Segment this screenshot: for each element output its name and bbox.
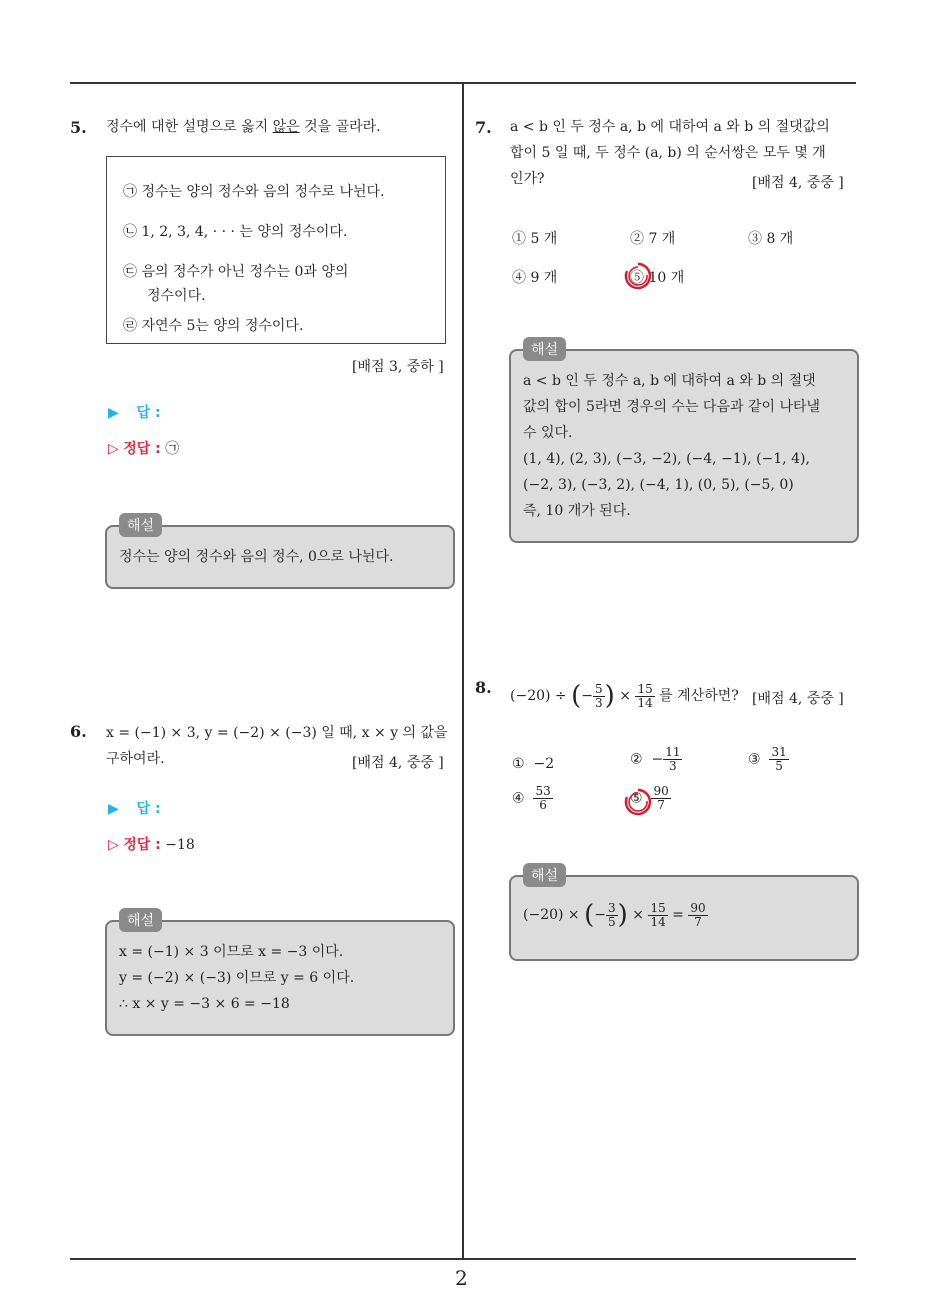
numerator: 15 bbox=[637, 681, 653, 696]
explanation-line: 즉, 10 개가 된다. bbox=[523, 503, 631, 519]
explanation-line: y = (−2) × (−3) 이므로 y = 6 이다. bbox=[119, 970, 355, 986]
expr-minus: − bbox=[581, 688, 593, 704]
question-6-answer-row bbox=[108, 798, 161, 818]
question-6-line-2: 구하여라. bbox=[106, 751, 165, 767]
explanation-line: 수 있다. bbox=[523, 425, 573, 441]
question-8-number: 8. bbox=[475, 678, 492, 697]
outline-play-icon: ▷ bbox=[108, 441, 119, 457]
key-value: ㉠ bbox=[165, 441, 180, 457]
choice-number: ⑤ bbox=[630, 790, 643, 807]
left-paren: ( bbox=[571, 681, 582, 711]
equals-sign: = bbox=[672, 907, 684, 923]
question-7-line-3: 인가? bbox=[510, 171, 545, 187]
explanation-tag: 해설 bbox=[119, 513, 162, 537]
expr-suffix: 를 계산하면? bbox=[659, 688, 739, 704]
expl-minus: − bbox=[594, 907, 606, 923]
question-5-text-start: 정수에 대한 설명으로 옳지 bbox=[106, 119, 273, 135]
choice-4[interactable]: ④ 9 개 bbox=[512, 270, 558, 286]
explanation-tag: 해설 bbox=[523, 863, 566, 887]
expl-prefix: (−20) × bbox=[523, 907, 580, 923]
column-divider bbox=[462, 83, 464, 1260]
denominator: 5 bbox=[608, 914, 616, 929]
numerator: 31 bbox=[771, 745, 787, 759]
choice-value: −2 bbox=[533, 756, 555, 772]
choice-4[interactable] bbox=[512, 785, 553, 812]
choice-3[interactable] bbox=[748, 746, 789, 773]
choice-number: ③ bbox=[748, 751, 761, 768]
explanation-tag: 해설 bbox=[119, 908, 162, 932]
statement-item: ㉡ 1, 2, 3, 4, · · · 는 양의 정수이다. bbox=[123, 224, 348, 240]
explanation-line: a < b 인 두 정수 a, b 에 대하여 a 와 b 의 절댓 bbox=[523, 373, 816, 389]
explanation-line: 값의 합이 5라면 경우의 수는 다음과 같이 나타낼 bbox=[523, 399, 821, 415]
statement-item: ㉢ 음의 정수가 아닌 정수는 0과 양의 bbox=[123, 264, 349, 280]
denominator: 3 bbox=[669, 759, 677, 773]
explanation-line: (1, 4), (2, 3), (−3, −2), (−4, −1), (−1, 4), bbox=[523, 451, 810, 467]
denominator: 14 bbox=[637, 695, 653, 710]
choice-5[interactable]: ⑤ 10 개 bbox=[630, 270, 685, 286]
bottom-rule bbox=[70, 1258, 856, 1260]
outline-play-icon: ▷ bbox=[108, 837, 119, 853]
key-label: 정답 : bbox=[123, 441, 161, 457]
choice-number: ① bbox=[512, 756, 525, 772]
question-5-answer-row bbox=[108, 402, 161, 422]
question-8-score: [배점 4, 중중 ] bbox=[752, 691, 844, 707]
denominator: 7 bbox=[657, 798, 665, 812]
question-5-key-row bbox=[108, 438, 179, 458]
choice-1[interactable] bbox=[512, 756, 554, 772]
explanation-line: x = (−1) × 3 이므로 x = −3 이다. bbox=[119, 944, 344, 960]
choice-3[interactable]: ③ 8 개 bbox=[748, 231, 794, 247]
explanation-tag: 해설 bbox=[523, 337, 566, 361]
statement-item-continued: 정수이다. bbox=[147, 288, 206, 304]
question-7-line-2: 합이 5 일 때, 두 정수 (a, b) 의 순서쌍은 모두 몇 개 bbox=[510, 145, 826, 161]
question-5-number: 5. bbox=[70, 118, 87, 137]
explanation-text bbox=[119, 939, 354, 1017]
fraction bbox=[769, 746, 788, 773]
question-7-score: [배점 4, 중중 ] bbox=[752, 175, 844, 191]
correct-answer-circle bbox=[622, 786, 654, 818]
expr-prefix: (−20) ÷ bbox=[510, 688, 567, 704]
denominator: 14 bbox=[650, 914, 666, 929]
question-7-explanation bbox=[509, 342, 859, 543]
explanation-text bbox=[523, 368, 820, 524]
denominator: 5 bbox=[775, 759, 783, 773]
denominator: 3 bbox=[595, 695, 603, 710]
question-5-text-underlined: 않은 bbox=[272, 119, 300, 135]
times-sign: × bbox=[619, 688, 631, 704]
question-8-expression bbox=[510, 676, 739, 716]
numerator: 11 bbox=[665, 745, 681, 759]
times-sign: × bbox=[632, 907, 644, 923]
numerator: 3 bbox=[608, 900, 616, 915]
explanation-line: (−2, 3), (−3, 2), (−4, 1), (0, 5), (−5, 0) bbox=[523, 477, 794, 493]
fraction bbox=[648, 902, 667, 929]
play-icon: ▶ bbox=[108, 405, 119, 421]
choice-1[interactable]: ① 5 개 bbox=[512, 231, 558, 247]
fraction bbox=[688, 902, 707, 929]
numerator: 53 bbox=[535, 784, 551, 798]
question-7-number: 7. bbox=[475, 118, 492, 137]
choice-sign: − bbox=[651, 751, 664, 768]
statement-item: ㉣ 자연수 5는 양의 정수이다. bbox=[123, 318, 304, 334]
question-5-statement-box bbox=[106, 156, 446, 344]
answer-label: 답 : bbox=[136, 405, 161, 421]
choice-number: ② bbox=[630, 751, 643, 768]
question-6-explanation bbox=[105, 913, 455, 1036]
question-5-explanation bbox=[105, 518, 455, 589]
numerator: 90 bbox=[690, 900, 706, 915]
question-6-score: [배점 4, 중중 ] bbox=[352, 755, 444, 771]
fraction bbox=[635, 683, 654, 710]
question-8-explanation bbox=[509, 868, 859, 961]
statement-item: ㉠ 정수는 양의 정수와 음의 정수로 나뉜다. bbox=[123, 184, 385, 200]
explanation-expression bbox=[523, 895, 708, 935]
left-paren: ( bbox=[584, 900, 595, 930]
right-paren: ) bbox=[617, 900, 628, 930]
question-5-text bbox=[106, 114, 381, 140]
key-label: 정답 : bbox=[123, 837, 161, 853]
question-6-number: 6. bbox=[70, 722, 87, 741]
numerator: 15 bbox=[650, 900, 666, 915]
numerator: 90 bbox=[653, 784, 669, 798]
explanation-line: ∴ x × y = −3 × 6 = −18 bbox=[119, 996, 290, 1012]
numerator: 5 bbox=[595, 681, 603, 696]
question-6-line-1: x = (−1) × 3, y = (−2) × (−3) 일 때, x × y 의 값을 bbox=[106, 725, 448, 741]
page-number: 2 bbox=[455, 1266, 468, 1290]
fraction bbox=[593, 683, 605, 710]
fraction bbox=[651, 785, 670, 812]
right-paren: ) bbox=[604, 681, 615, 711]
explanation-text: 정수는 양의 정수와 음의 정수, 0으로 나뉜다. bbox=[119, 549, 394, 565]
question-7-line-1: a < b 인 두 정수 a, b 에 대하여 a 와 b 의 절댓값의 bbox=[510, 119, 830, 135]
denominator: 6 bbox=[539, 798, 547, 812]
question-5-text-end: 것을 골라라. bbox=[299, 119, 381, 135]
question-5-score: [배점 3, 중하 ] bbox=[352, 359, 444, 375]
correct-answer-circle bbox=[622, 260, 654, 292]
denominator: 7 bbox=[694, 914, 702, 929]
fraction bbox=[663, 746, 682, 773]
play-icon: ▶ bbox=[108, 801, 119, 817]
choice-2[interactable] bbox=[630, 746, 682, 773]
answer-label: 답 : bbox=[136, 801, 161, 817]
question-6-key-row bbox=[108, 834, 195, 854]
choice-number: ④ bbox=[512, 790, 525, 807]
choice-2[interactable]: ② 7 개 bbox=[630, 231, 676, 247]
fraction bbox=[606, 902, 618, 929]
key-value: −18 bbox=[165, 837, 195, 853]
fraction bbox=[533, 785, 552, 812]
